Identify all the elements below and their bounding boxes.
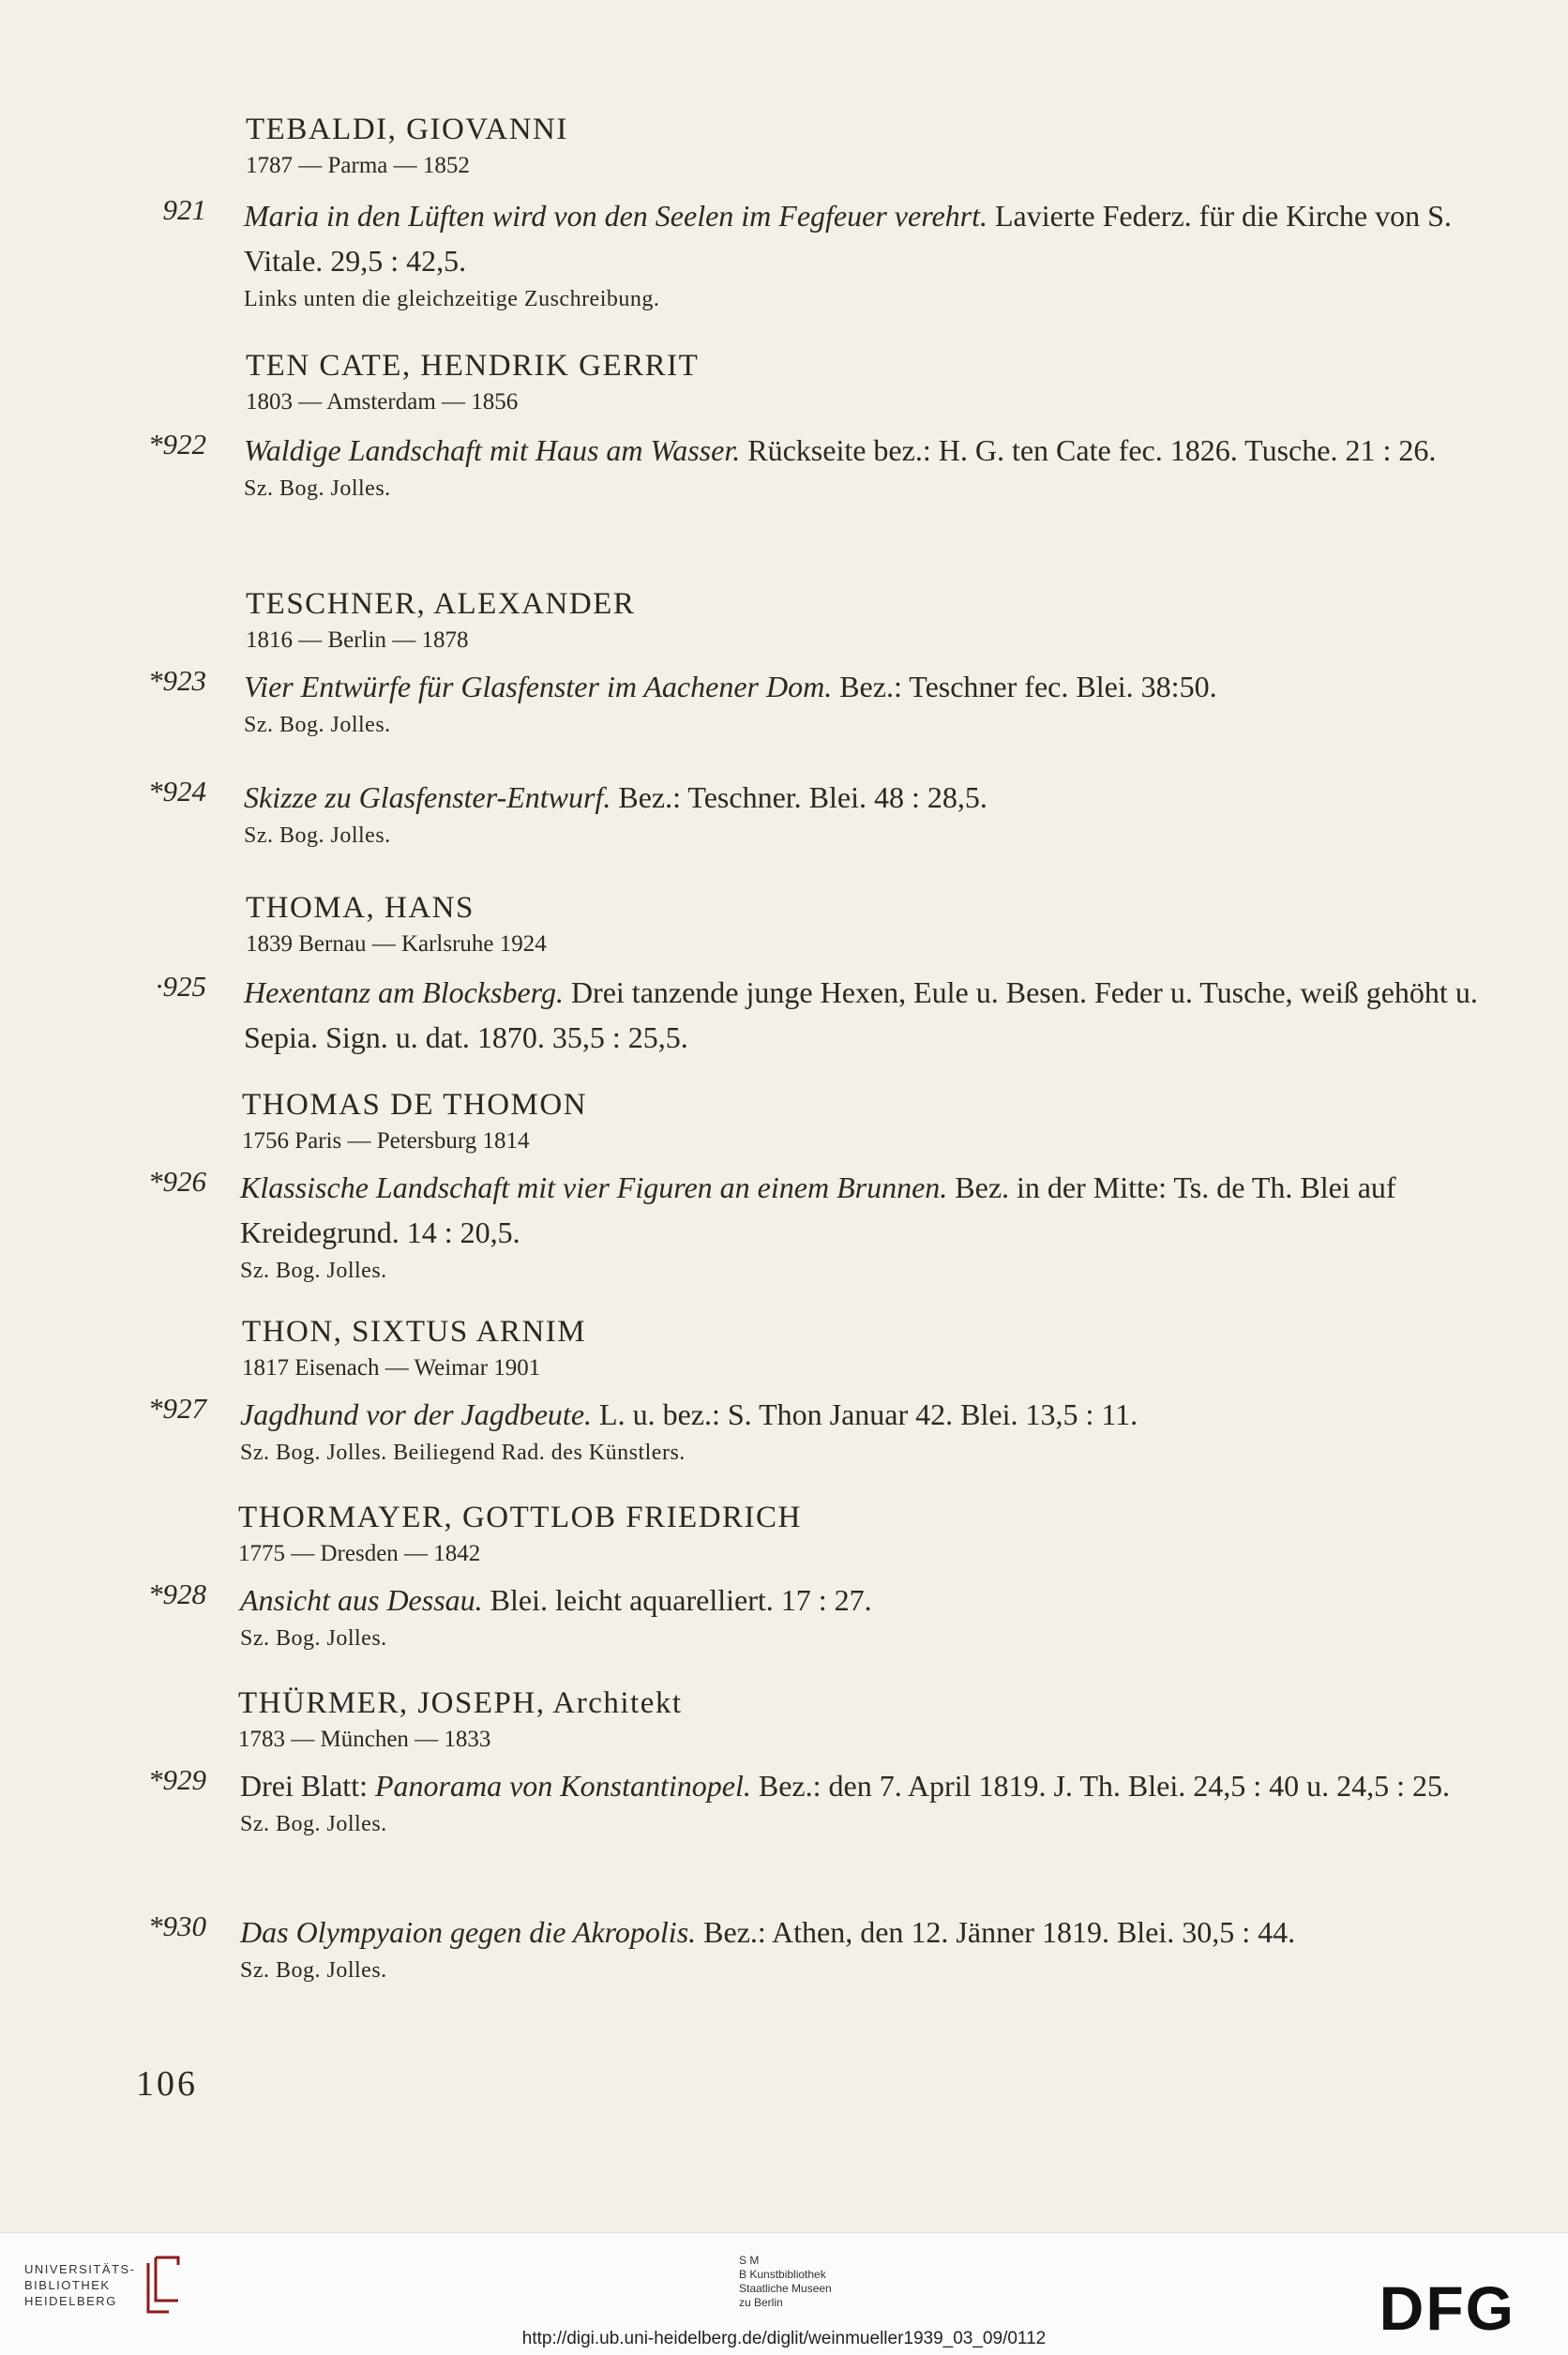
artist-entry — [246, 349, 699, 415]
item-title: Panorama von Konstantinopel. — [374, 1769, 751, 1803]
kunstbibliothek-logo[interactable] — [739, 2254, 832, 2310]
item-details: Bez.: Athen, den 12. Jänner 1819. Blei. 30,5 : 44. — [696, 1915, 1296, 1949]
item-details: L. u. bez.: S. Thon Januar 42. Blei. 13,5 : 11. — [592, 1397, 1138, 1431]
item-title: Waldige Landschaft mit Haus am Wasser. — [244, 433, 741, 467]
logo-text-line: S M — [739, 2254, 760, 2267]
artist-entry — [238, 1686, 683, 1753]
artist-dates: 1783 — München — 1833 — [238, 1727, 491, 1752]
item-note: Sz. Bog. Jolles. Beiliegend Rad. des Künstlers. — [240, 1441, 686, 1465]
item-note: Sz. Bog. Jolles. — [240, 1958, 387, 1983]
logo-text-line: B Kunstbibliothek — [739, 2268, 826, 2281]
logo-text-line: zu Berlin — [739, 2296, 783, 2309]
artist-entry — [238, 1501, 802, 1567]
item-note: Links unten die gleichzeitige Zuschreibung. — [244, 287, 660, 311]
artist-dates: 1775 — Dresden — 1842 — [238, 1541, 481, 1566]
artist-dates: 1816 — Berlin — 1878 — [246, 627, 469, 653]
item-details: Drei tanzende junge Hexen, Eule u. Besen. Feder u. Tusche, weiß gehöht u. Sepia. Sign. u. dat. 1870. 35,5 : 25,5. — [244, 975, 1478, 1054]
item-description — [240, 1165, 1487, 1287]
logo-text-line: UNIVERSITÄTS- — [24, 2262, 136, 2276]
item-number: *923 — [148, 664, 206, 697]
item-details: Rückseite bez.: H. G. ten Cate fec. 1826. Tusche. 21 : 26. — [740, 433, 1437, 467]
item-description — [244, 428, 1491, 505]
item-details: Bez.: den 7. April 1819. J. Th. Blei. 24,5 : 40 u. 24,5 : 25. — [750, 1769, 1450, 1803]
page-number: 106 — [136, 2064, 198, 2104]
item-number: 921 — [162, 193, 206, 226]
item-title: Ansicht aus Dessau. — [240, 1583, 483, 1617]
item-details: Bez.: Teschner. Blei. 48 : 28,5. — [611, 780, 988, 814]
logo-text-line: BIBLIOTHEK — [24, 2278, 111, 2292]
item-note: Sz. Bog. Jolles. — [244, 823, 391, 848]
item-note: Sz. Bog. Jolles. — [240, 1259, 387, 1283]
item-description — [240, 1763, 1487, 1840]
logo-text-line: Staatliche Museen — [739, 2282, 832, 2295]
item-number: *927 — [148, 1392, 206, 1425]
artist-dates: 1803 — Amsterdam — 1856 — [246, 389, 519, 415]
item-title: Hexentanz am Blocksberg. — [244, 975, 564, 1009]
permalink-url[interactable]: http://digi.ub.uni-heidelberg.de/diglit/weinmueller1939_03_09/0112 — [521, 2329, 1047, 2348]
logo-text-line: HEIDELBERG — [24, 2294, 117, 2308]
item-number: *922 — [148, 428, 206, 460]
item-note: Sz. Bog. Jolles. — [240, 1812, 387, 1836]
item-description — [240, 1392, 1487, 1469]
artist-name: THON, SIXTUS ARNIM — [242, 1315, 587, 1349]
item-note: Sz. Bog. Jolles. — [244, 476, 391, 501]
artist-name: TEBALDI, GIOVANNI — [246, 113, 568, 146]
artist-entry — [242, 1315, 586, 1381]
item-note: Sz. Bog. Jolles. — [240, 1626, 387, 1651]
item-description — [240, 1578, 1487, 1654]
artist-dates: 1817 Eisenach — Weimar 1901 — [242, 1355, 541, 1381]
item-description — [244, 970, 1491, 1060]
item-note: Sz. Bog. Jolles. — [244, 713, 391, 737]
library-mark-icon — [141, 2254, 188, 2319]
item-title: Das Olympyaion gegen die Akropolis. — [240, 1915, 697, 1949]
artist-dates: 1787 — Parma — 1852 — [246, 153, 470, 178]
item-title: Klassische Landschaft mit vier Figuren an einem Brunnen. — [240, 1170, 948, 1204]
item-description — [244, 775, 1491, 852]
item-description — [240, 1910, 1431, 1986]
dfg-logo[interactable]: DFG — [1379, 2273, 1515, 2343]
artist-entry — [246, 587, 635, 654]
item-details: Lavierte Federz. für die Kirche von S. Vitale. 29,5 : 42,5. — [244, 199, 1452, 278]
item-number: *928 — [148, 1578, 206, 1610]
item-details: Bez.: Teschner fec. Blei. 38:50. — [832, 670, 1217, 703]
artist-entry — [246, 113, 568, 179]
artist-dates: 1756 Paris — Petersburg 1814 — [242, 1128, 530, 1154]
artist-dates: 1839 Bernau — Karlsruhe 1924 — [246, 931, 547, 957]
artist-entry — [242, 1088, 587, 1155]
item-description — [244, 193, 1491, 315]
artist-name: THÜRMER, JOSEPH, Architekt — [238, 1686, 683, 1720]
artist-name: THORMAYER, GOTTLOB FRIEDRICH — [238, 1501, 802, 1534]
artist-name: TEN CATE, HENDRIK GERRIT — [246, 349, 700, 383]
item-prefix: Drei Blatt: — [240, 1769, 375, 1803]
university-library-logo[interactable] — [24, 2261, 135, 2309]
item-details: Bez. in der Mitte: Ts. de Th. Blei auf Kreidegrund. 14 : 20,5. — [240, 1170, 1396, 1249]
item-number: ·925 — [155, 970, 206, 1003]
item-description — [244, 664, 1491, 741]
item-title: Vier Entwürfe für Glasfenster im Aachener Dom. — [244, 670, 833, 703]
artist-name: TESCHNER, ALEXANDER — [246, 587, 636, 621]
item-title: Jagdhund vor der Jagdbeute. — [240, 1397, 593, 1431]
viewer-footer — [0, 2232, 1568, 2355]
artist-name: THOMAS DE THOMON — [242, 1088, 588, 1122]
item-number: *929 — [148, 1763, 206, 1796]
item-number: *930 — [148, 1910, 206, 1942]
item-title: Maria in den Lüften wird von den Seelen im Fegfeuer verehrt. — [244, 199, 988, 233]
artist-entry — [246, 891, 547, 958]
item-details: Blei. leicht aquarelliert. 17 : 27. — [482, 1583, 872, 1617]
item-number: *926 — [148, 1165, 206, 1198]
item-number: *924 — [148, 775, 206, 808]
item-title: Skizze zu Glasfenster-Entwurf. — [244, 780, 611, 814]
artist-name: THOMA, HANS — [246, 891, 475, 925]
